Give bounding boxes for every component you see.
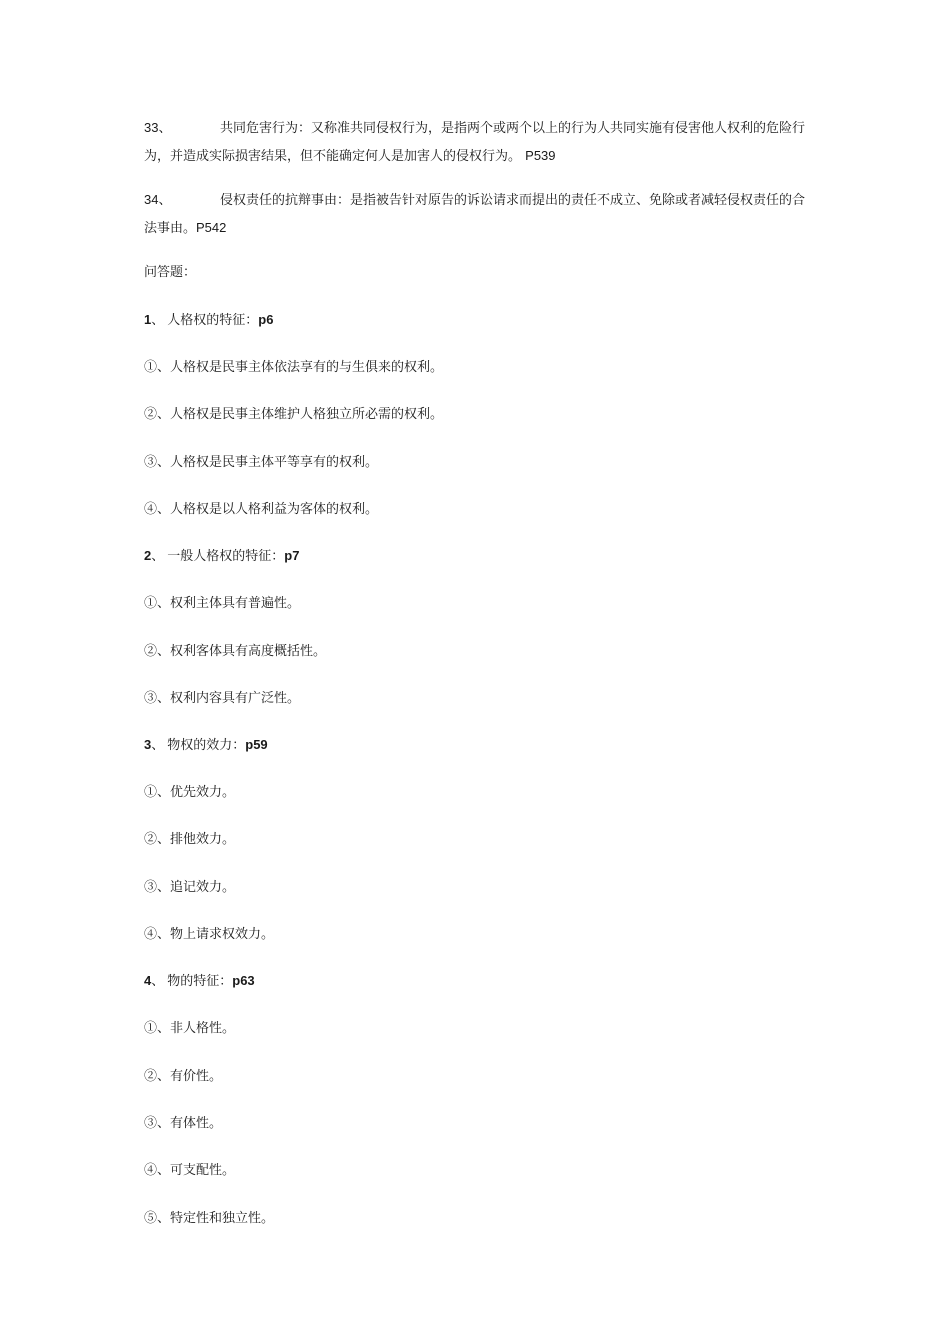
question-title: 物的特征： (167, 974, 233, 989)
definition-page-ref: P539 (525, 148, 556, 163)
definition-number: 34、 (144, 192, 172, 207)
question-page-ref: p63 (232, 973, 255, 988)
question-heading-1 (144, 311, 273, 330)
answer-item: ②、有价性。 (144, 1069, 223, 1084)
question-separator: 、 (151, 738, 165, 753)
definition-33 (144, 114, 810, 170)
answer-item: ③、有体性。 (144, 1116, 223, 1131)
answer-item: ②、人格权是民事主体维护人格独立所必需的权利。 (144, 407, 444, 422)
question-heading-2 (144, 547, 299, 566)
question-number: 4 (144, 973, 152, 988)
answer-item: ③、追记效力。 (144, 880, 236, 895)
answer-item: ④、物上请求权效力。 (144, 927, 275, 942)
definition-34 (144, 186, 810, 242)
answer-item: ①、非人格性。 (144, 1021, 236, 1036)
question-number: 3 (144, 737, 152, 752)
question-number: 1 (144, 312, 152, 327)
answer-item: ①、权利主体具有普遍性。 (144, 596, 301, 611)
section-title: 问答题： (144, 265, 197, 280)
question-page-ref: p59 (245, 737, 268, 752)
answer-item: ①、人格权是民事主体依法享有的与生俱来的权利。 (144, 360, 444, 375)
question-page-ref: p6 (258, 312, 274, 327)
answer-item: ④、人格权是以人格利益为客体的权利。 (144, 502, 379, 517)
question-heading-3 (144, 736, 268, 755)
question-title: 物权的效力： (167, 738, 246, 753)
definition-text: 共同危害行为：又称准共同侵权行为，是指两个或两个以上的行为人共同实施有侵害他人权利的危险行为，并造成实际损害结果，但不能确定何人是加害人的侵权行为。 (144, 121, 806, 164)
answer-item: ⑤、特定性和独立性。 (144, 1211, 275, 1226)
question-title: 人格权的特征： (167, 313, 259, 328)
answer-item: ②、排他效力。 (144, 832, 236, 847)
answer-item: ①、优先效力。 (144, 785, 236, 800)
question-separator: 、 (151, 313, 165, 328)
question-page-ref: p7 (284, 548, 300, 563)
answer-item: ③、权利内容具有广泛性。 (144, 691, 301, 706)
definition-text: 侵权责任的抗辩事由：是指被告针对原告的诉讼请求而提出的责任不成立、免除或者减轻侵权责任的合法事由。 (144, 193, 806, 236)
definition-page-ref: P542 (196, 220, 227, 235)
answer-item: ③、人格权是民事主体平等享有的权利。 (144, 455, 379, 470)
question-heading-4 (144, 972, 255, 991)
question-separator: 、 (151, 549, 165, 564)
answer-item: ④、可支配性。 (144, 1163, 236, 1178)
definition-number: 33、 (144, 120, 172, 135)
question-separator: 、 (151, 974, 165, 989)
question-number: 2 (144, 548, 152, 563)
answer-item: ②、权利客体具有高度概括性。 (144, 644, 327, 659)
question-title: 一般人格权的特征： (167, 549, 285, 564)
